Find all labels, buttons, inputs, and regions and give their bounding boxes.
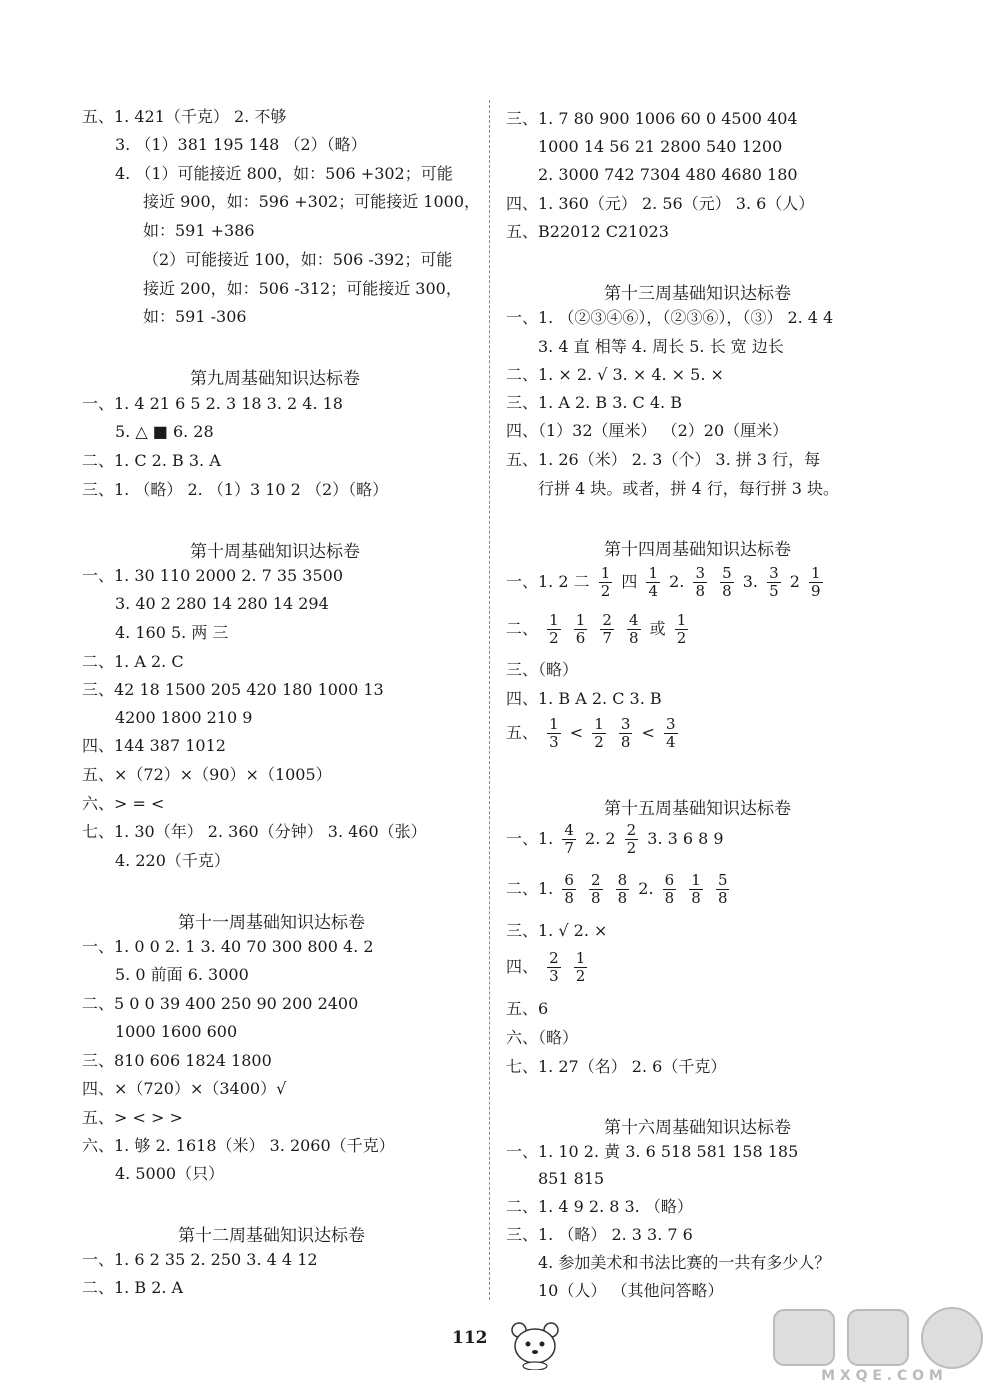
section-title: 第十六周基础知识达标卷 — [604, 1118, 791, 1138]
answer-line: 3. （1）381 195 148 （2）（略） — [115, 135, 367, 154]
fraction: $\frac{4}{7}$ — [564, 821, 574, 857]
watermark-logo — [770, 1300, 995, 1385]
answer-text: 二、1. — [506, 879, 554, 898]
answer-line: 三、810 606 1824 1800 — [82, 1051, 272, 1070]
answer-line: 二、1. C 2. B 3. A — [82, 451, 221, 470]
answer-line: 四、（1）32（厘米） （2）20（厘米） — [506, 421, 789, 440]
fraction: $\frac{3}{5}$ — [769, 564, 779, 600]
column-divider — [489, 100, 490, 1300]
answer-line: 五、B22012 C21023 — [506, 222, 669, 241]
fraction: $\frac{3}{8}$ — [620, 715, 631, 751]
section-title: 第十一周基础知识达标卷 — [178, 913, 365, 933]
answer-line: 接近 900，如：596 +302；可能接近 1000， — [143, 192, 481, 211]
answer-line: 三、1. （略） 2. （1）3 10 2 （2）（略） — [82, 480, 389, 499]
answer-line — [506, 950, 591, 985]
section-title: 第九周基础知识达标卷 — [190, 369, 360, 389]
fraction: $\frac{6}{8}$ — [564, 871, 574, 907]
answer-line: 一、1. （②③④⑥），（②③⑥），（③） 2. 4 4 — [506, 308, 834, 327]
answer-line: 二、1. × 2. √ 3. × 4. × 5. × — [506, 365, 724, 384]
answer-line: 六、> = < — [82, 794, 165, 813]
answer-line: 三、（略） — [506, 660, 579, 679]
answer-line: 4. 5000（只） — [115, 1164, 225, 1183]
fraction: $\frac{1}{2}$ — [575, 949, 586, 985]
answer-line: 4200 1800 210 9 — [115, 708, 253, 727]
fraction: $\frac{2}{3}$ — [549, 949, 559, 985]
section-title: 第十周基础知识达标卷 — [190, 542, 360, 562]
page-number: 112 — [452, 1328, 488, 1348]
answer-line: 1000 14 56 21 2800 540 1200 — [538, 137, 783, 156]
answer-line: 5. △ ■ 6. 28 — [115, 422, 214, 441]
answer-line: 三、1. 7 80 900 1006 60 0 4500 404 — [506, 109, 798, 128]
answer-line: 一、1. 0 0 2. 1 3. 40 70 300 800 4. 2 — [82, 937, 374, 956]
answer-line: 1000 1600 600 — [115, 1022, 238, 1041]
answer-text: 3. 3 6 8 9 — [647, 829, 724, 848]
answer-line: 三、1. √ 2. × — [506, 921, 608, 940]
answer-line: 3. 40 2 280 14 280 14 294 — [115, 594, 329, 613]
answer-line — [506, 612, 692, 647]
answer-line: 四、1. 360（元） 2. 56（元） 3. 6（人） — [506, 194, 815, 213]
answer-line: 五、×（72）×（90）×（1005） — [82, 765, 332, 784]
answer-line: 六、1. 够 2. 1618（米） 3. 2060（千克） — [82, 1136, 395, 1155]
answer-line: 一、1. 6 2 35 2. 250 3. 4 4 12 — [82, 1250, 318, 1269]
fraction: $\frac{6}{8}$ — [664, 871, 675, 907]
answer-text: 3. — [742, 572, 759, 591]
answer-line: 七、1. 30（年） 2. 360（分钟） 3. 460（张） — [82, 822, 427, 841]
answer-line — [506, 822, 724, 857]
section-title: 第十三周基础知识达标卷 — [604, 284, 791, 304]
answer-line: 4. 160 5. 两 三 — [115, 623, 229, 642]
answer-line: 一、1. 30 110 2000 2. 7 35 3500 — [82, 566, 344, 585]
fraction: $\frac{1}{6}$ — [575, 611, 586, 647]
fraction: $\frac{1}{2}$ — [676, 611, 687, 647]
answer-line: 4. （1）可能接近 800，如：506 +302；可能 — [115, 164, 453, 183]
fraction: $\frac{2}{8}$ — [591, 871, 601, 907]
answer-line — [506, 565, 827, 600]
svg-text:M X Q E . C O M: M X Q E . C O M — [821, 1368, 943, 1384]
answer-line — [506, 872, 733, 907]
answer-line: 五、> < > > — [82, 1108, 183, 1127]
answer-line: 行拼 4 块。或者，拼 4 行，每行拼 3 块。 — [538, 479, 840, 498]
fraction: $\frac{4}{8}$ — [629, 611, 639, 647]
answer-line: 接近 200，如：506 -312；可能接近 300， — [143, 279, 462, 298]
answer-line: 四、144 387 1012 — [82, 736, 226, 755]
answer-line: 4. 220（千克） — [115, 851, 230, 870]
fraction: $\frac{1}{9}$ — [811, 564, 821, 600]
fraction: $\frac{2}{7}$ — [602, 611, 612, 647]
answer-line: 3. 4 直 相等 4. 周长 5. 长 宽 边长 — [538, 337, 784, 356]
answer-line: 六、（略） — [506, 1028, 579, 1047]
fraction: $\frac{3}{4}$ — [666, 715, 676, 751]
answer-text: < — [569, 723, 584, 742]
answer-line: 5. 0 前面 6. 3000 — [115, 965, 249, 984]
answer-line: 三、42 18 1500 205 420 180 1000 13 — [82, 680, 384, 699]
section-title: 第十二周基础知识达标卷 — [178, 1226, 365, 1246]
answer-text: 2. — [638, 879, 654, 898]
answer-line: 五、1. 26（米） 2. 3（个） 3. 拼 3 行，每 — [506, 450, 821, 469]
fraction: $\frac{1}{2}$ — [594, 715, 604, 751]
answer-line: 一、1. 10 2. 黄 3. 6 518 581 158 185 — [506, 1142, 799, 1161]
answer-line: 二、5 0 0 39 400 250 90 200 2400 — [82, 994, 359, 1013]
fraction: $\frac{1}{3}$ — [549, 715, 559, 751]
section-title: 第十四周基础知识达标卷 — [604, 540, 791, 560]
answer-text: 四 — [621, 572, 638, 591]
answer-line: 五、1. 421（千克） 2. 不够 — [82, 107, 287, 126]
answer-text: 一、1. 2 二 — [506, 572, 590, 591]
fraction: $\frac{1}{8}$ — [691, 871, 701, 907]
answer-line: 三、1. （略） 2. 3 3. 7 6 — [506, 1225, 693, 1244]
answer-line: 二、1. B 2. A — [82, 1278, 184, 1297]
answer-text: 二、 — [506, 619, 539, 638]
answer-text: 2 — [789, 572, 800, 591]
answer-line — [506, 716, 682, 751]
answer-text: 五、 — [506, 723, 539, 742]
answer-line: 851 815 — [538, 1169, 605, 1188]
watermark-icon — [770, 1300, 995, 1385]
answer-line: 七、1. 27（名） 2. 6（千克） — [506, 1057, 727, 1076]
bear-mascot-icon — [505, 1318, 565, 1370]
fraction: $\frac{2}{2}$ — [626, 821, 637, 857]
answer-line: 五、6 — [506, 999, 549, 1018]
fraction: $\frac{1}{2}$ — [549, 611, 559, 647]
fraction: $\frac{5}{8}$ — [717, 871, 728, 907]
answer-line: 2. 3000 742 7304 480 4680 180 — [538, 165, 798, 184]
answer-text: 或 — [649, 619, 666, 638]
answer-line: 四、×（720）×（3400）√ — [82, 1079, 287, 1098]
answer-text: 2. — [669, 572, 685, 591]
answer-line: 二、1. 4 9 2. 8 3. （略） — [506, 1197, 693, 1216]
answer-text: 一、1. — [506, 829, 554, 848]
answer-line: 10（人） （其他问答略） — [538, 1281, 724, 1300]
answer-line: 一、1. 4 21 6 5 2. 3 18 3. 2 4. 18 — [82, 394, 343, 413]
fraction: $\frac{1}{2}$ — [600, 564, 611, 600]
section-title: 第十五周基础知识达标卷 — [604, 799, 791, 819]
fraction: $\frac{3}{8}$ — [695, 564, 706, 600]
answer-line: 三、1. A 2. B 3. C 4. B — [506, 393, 682, 412]
answer-line: 4. 参加美术和书法比赛的一共有多少人？ — [538, 1253, 831, 1272]
fraction: $\frac{8}{8}$ — [617, 871, 628, 907]
answer-text: 四、 — [506, 957, 539, 976]
answer-line: 如：591 +386 — [143, 221, 255, 240]
answer-text: < — [641, 723, 655, 742]
answer-line: 二、1. A 2. C — [82, 652, 184, 671]
answer-text: 2. 2 — [585, 829, 616, 848]
fraction: $\frac{1}{4}$ — [648, 564, 659, 600]
fraction: $\frac{5}{8}$ — [722, 564, 732, 600]
answer-line: 如：591 -306 — [143, 307, 247, 326]
answer-line: （2）可能接近 100，如：506 -392；可能 — [143, 250, 453, 269]
answer-line: 四、1. B A 2. C 3. B — [506, 689, 662, 708]
